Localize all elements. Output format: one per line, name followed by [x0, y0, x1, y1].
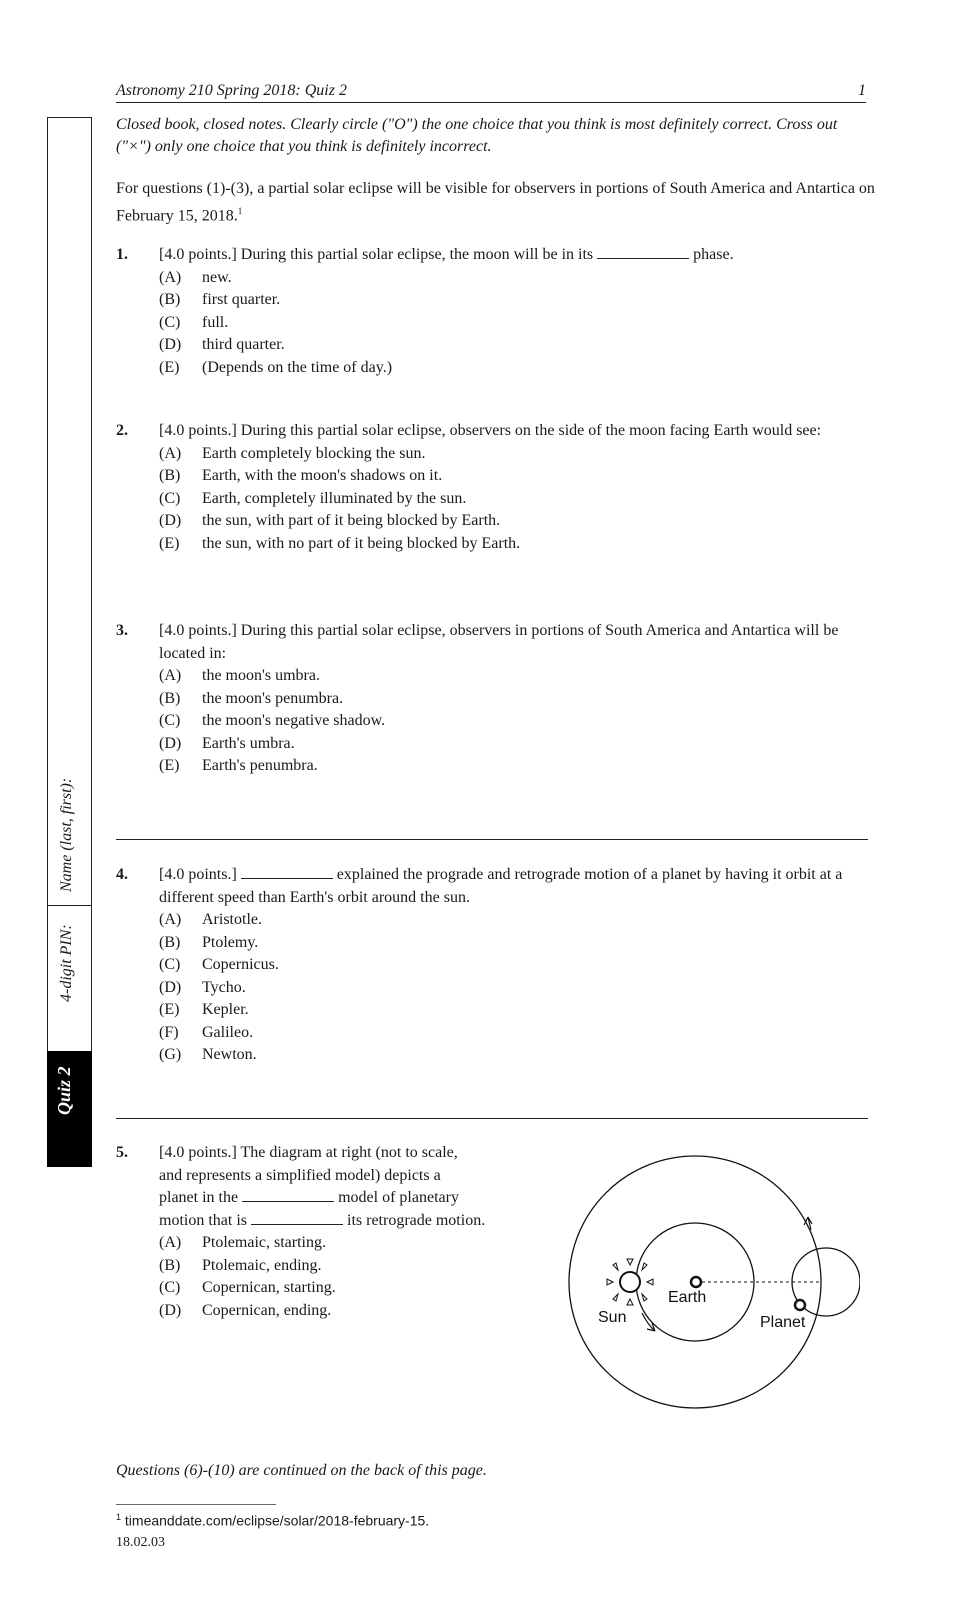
question-5-number: 5. [116, 1144, 128, 1161]
option-item[interactable]: (B) Earth, with the moon's shadows on it. [159, 467, 443, 484]
instructions: Closed book, closed notes. Clearly circle ("O") the one choice that you think is most definitely correct. Cross out ("×") only one choice that you think is definitely incorrect. [116, 116, 838, 155]
footnote-text: timeanddate.com/eclipse/solar/2018-february-15. [124, 1512, 430, 1529]
option-item[interactable]: (E) Earth's penumbra. [159, 757, 318, 774]
option-item[interactable]: (C) full. [159, 313, 229, 331]
earth-label: Earth [668, 1289, 707, 1306]
question-4 [159, 864, 859, 1067]
quiz-title: Astronomy 210 Spring 2018: Quiz 2 [116, 82, 347, 99]
question-3-number: 3. [116, 622, 128, 639]
footnote-mark: 1 [116, 1512, 122, 1522]
intro-text: For questions (1)-(3), a partial solar eclipse will be visible for observers in portions of South America and Antartica on February 15, 2018. [116, 180, 875, 225]
name-field-label: Name (last, first): [58, 777, 75, 892]
question-3-stem: [4.0 points.] During this partial solar eclipse, observers in portions of South America and Antartica will be located in: [159, 622, 839, 662]
planet-label: Planet [760, 1314, 806, 1331]
footnote-rule [116, 1504, 276, 1505]
orbit-diagram [560, 1145, 860, 1425]
option-item[interactable]: (D) Tycho. [159, 978, 246, 996]
question-3 [159, 620, 869, 778]
answer-blank [241, 866, 333, 879]
question-5: [4.0 points.] The diagram at right (not to scale, and represents a simplified model) depicts a planet in the model of planetary motion that is its retrograde motion. (A) Ptolemaic, starting. (B) Ptolemaic, ending. (C) Copernican, starting. (D) Copernican, ending. [159, 1142, 559, 1322]
option-item[interactable]: (B) first quarter. [159, 291, 281, 308]
question-2 [159, 420, 859, 555]
pin-separator [47, 905, 92, 906]
option-item[interactable]: (E) (Depends on the time of day.) [159, 358, 393, 376]
option-item[interactable]: (A) new. [159, 268, 232, 286]
question-2-number: 2. [116, 422, 128, 439]
intro-footnote-mark: 1 [237, 206, 243, 216]
answer-blank [242, 1189, 334, 1202]
option-item[interactable]: (B) Ptolemy. [159, 933, 259, 951]
footnote [116, 1512, 429, 1529]
question-1-stem: [4.0 points.] During this partial solar eclipse, the moon will be in its phase. [159, 246, 734, 263]
option-item[interactable]: (C) Earth, completely illuminated by the sun. [159, 489, 467, 507]
option-item[interactable]: (F) Galileo. [159, 1023, 254, 1041]
section-divider [116, 839, 868, 840]
option-item[interactable]: (A) Earth completely blocking the sun. [159, 444, 426, 462]
option-item[interactable]: (D) Copernican, ending. [159, 1301, 332, 1319]
question-1 [159, 244, 869, 379]
option-item[interactable]: (A) Aristotle. [159, 911, 262, 928]
section-divider [116, 1118, 868, 1119]
question-1-number: 1. [116, 246, 128, 263]
date-code: 18.02.03 [116, 1535, 165, 1550]
sun-icon [607, 1259, 653, 1305]
option-item[interactable]: (B) Ptolemaic, ending. [159, 1256, 322, 1274]
quiz-badge-label: Quiz 2 [54, 1066, 74, 1115]
sun-label: Sun [598, 1309, 627, 1326]
question-4-number: 4. [116, 866, 128, 883]
option-item[interactable]: (A) Ptolemaic, starting. [159, 1234, 326, 1251]
option-item[interactable]: (D) Earth's umbra. [159, 734, 295, 752]
option-item[interactable]: (D) the sun, with part of it being blocked by Earth. [159, 512, 501, 529]
intro-paragraph [116, 178, 876, 227]
option-item[interactable]: (A) the moon's umbra. [159, 667, 320, 684]
page-header [116, 80, 866, 103]
option-item[interactable]: (C) Copernican, starting. [159, 1279, 336, 1296]
page-number: 1 [858, 82, 866, 99]
question-4-stem: [4.0 points.] explained the prograde and retrograde motion of a planet by having it orbit at a different speed than Earth's orbit around the sun. [159, 866, 843, 906]
question-2-stem: [4.0 points.] During this partial solar eclipse, observers on the side of the moon facing Earth would see: [159, 422, 822, 439]
option-item[interactable]: (E) Kepler. [159, 1001, 249, 1018]
student-info-box [47, 117, 92, 1053]
planet-icon [795, 1300, 805, 1310]
option-item[interactable]: (D) third quarter. [159, 336, 285, 353]
earth-icon [691, 1277, 701, 1287]
answer-blank [251, 1212, 343, 1225]
answer-blank [597, 246, 689, 259]
option-item[interactable]: (C) Copernicus. [159, 956, 279, 973]
option-item[interactable]: (G) Newton. [159, 1046, 257, 1063]
option-item[interactable]: (E) the sun, with no part of it being blocked by Earth. [159, 534, 521, 552]
option-item[interactable]: (B) the moon's penumbra. [159, 689, 344, 707]
option-item[interactable]: (C) the moon's negative shadow. [159, 712, 386, 729]
pin-field-label: 4-digit PIN: [58, 924, 75, 1002]
continued-note: Questions (6)-(10) are continued on the back of this page. [116, 1462, 487, 1479]
